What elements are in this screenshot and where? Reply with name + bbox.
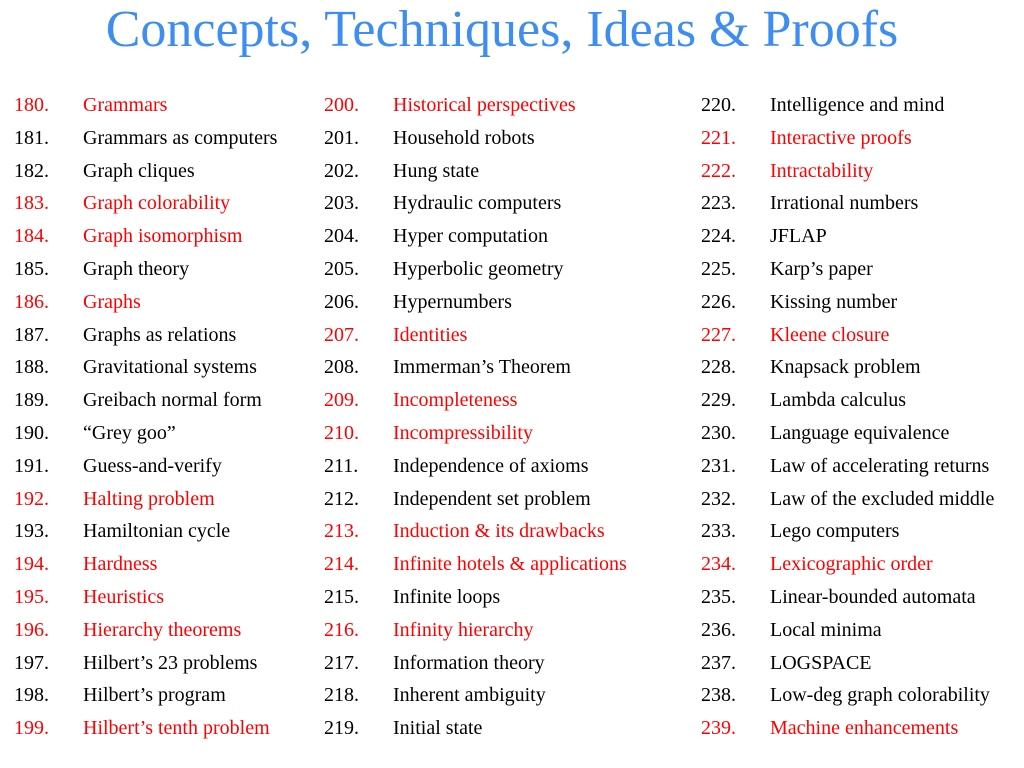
concept-item [14, 450, 277, 483]
concept-item [701, 122, 994, 155]
concept-item [14, 286, 277, 319]
concept-item [14, 548, 277, 581]
item-number: 219. [324, 717, 359, 740]
concept-item [701, 187, 994, 220]
item-number: 233. [701, 520, 736, 543]
concept-column-1 [14, 89, 277, 745]
concept-column-2 [324, 89, 627, 745]
concept-item [701, 220, 994, 253]
item-text: Machine enhancements [770, 717, 959, 740]
concept-item [324, 155, 627, 188]
item-text: Lexicographic order [770, 553, 933, 576]
item-number: 230. [701, 421, 736, 444]
item-number: 183. [14, 192, 49, 215]
concept-item [701, 286, 994, 319]
item-number: 195. [14, 585, 49, 608]
concept-item [701, 548, 994, 581]
concept-column-3 [701, 89, 994, 745]
item-text: Knapsack problem [770, 356, 921, 379]
item-text: Graph theory [83, 257, 190, 280]
concept-item [14, 647, 277, 680]
concept-item [14, 712, 277, 745]
item-number: 223. [701, 192, 736, 215]
item-number: 237. [701, 651, 736, 674]
concept-item [14, 614, 277, 647]
item-text: Linear-bounded automata [770, 585, 976, 608]
item-text: Intelligence and mind [770, 94, 945, 116]
concept-item [14, 417, 277, 450]
item-text: Language equivalence [770, 421, 950, 444]
item-text: Initial state [393, 717, 483, 740]
item-number: 202. [324, 159, 359, 182]
item-text: Hilbert’s 23 problems [83, 651, 258, 674]
item-number: 190. [14, 421, 49, 444]
concept-item [14, 253, 277, 286]
item-number: 229. [701, 389, 736, 412]
item-text: LOGSPACE [770, 651, 872, 674]
item-text: Irrational numbers [770, 192, 919, 215]
item-text: Identities [393, 323, 468, 346]
concept-item [324, 319, 627, 352]
item-text: Induction & its drawbacks [393, 520, 605, 543]
item-text: “Grey goo” [83, 421, 176, 444]
concept-item [324, 89, 627, 122]
item-number: 220. [701, 94, 736, 116]
concept-item [701, 450, 994, 483]
item-text: Greibach normal form [83, 389, 262, 412]
concept-item [14, 319, 277, 352]
concept-item [324, 647, 627, 680]
concept-item [14, 679, 277, 712]
concept-item [324, 286, 627, 319]
item-number: 181. [14, 126, 49, 149]
concept-item [324, 515, 627, 548]
concept-item [701, 351, 994, 384]
concept-item [14, 155, 277, 188]
item-number: 218. [324, 684, 359, 707]
concept-item [324, 679, 627, 712]
item-text: Hypernumbers [393, 290, 512, 313]
concept-item [324, 483, 627, 516]
item-number: 188. [14, 356, 49, 379]
item-number: 239. [701, 717, 736, 740]
item-text: Hilbert’s tenth problem [83, 717, 270, 740]
concept-item [324, 548, 627, 581]
item-number: 210. [324, 421, 359, 444]
item-text: Local minima [770, 618, 882, 641]
concept-item [324, 450, 627, 483]
item-text: Kleene closure [770, 323, 890, 346]
concept-item [701, 417, 994, 450]
item-text: Gravitational systems [83, 356, 257, 379]
item-text: Historical perspectives [393, 94, 576, 116]
item-text: Grammars as computers [83, 126, 278, 149]
item-text: Hamiltonian cycle [83, 520, 231, 543]
item-text: Grammars [83, 94, 168, 116]
concept-item [324, 220, 627, 253]
item-text: Inherent ambiguity [393, 684, 546, 707]
item-number: 227. [701, 323, 736, 346]
item-number: 224. [701, 225, 736, 248]
item-number: 238. [701, 684, 736, 707]
item-number: 206. [324, 290, 359, 313]
item-number: 221. [701, 126, 736, 149]
item-text: Lambda calculus [770, 389, 907, 412]
item-number: 208. [324, 356, 359, 379]
item-number: 204. [324, 225, 359, 248]
concept-item [324, 351, 627, 384]
concept-item [324, 417, 627, 450]
item-text: Immerman’s Theorem [393, 356, 571, 379]
concept-item [324, 187, 627, 220]
item-number: 199. [14, 717, 49, 740]
page-title: Concepts, Techniques, Ideas & Proofs [105, 1, 899, 58]
item-number: 234. [701, 553, 736, 576]
item-text: Incompleteness [393, 389, 518, 412]
concept-item [14, 187, 277, 220]
item-number: 226. [701, 290, 736, 313]
concept-item [324, 712, 627, 745]
item-text: Graphs as relations [83, 323, 237, 346]
concept-item [324, 122, 627, 155]
concept-item [701, 483, 994, 516]
item-text: Heuristics [83, 585, 165, 608]
item-number: 194. [14, 553, 49, 576]
item-text: Low-deg graph colorability [770, 684, 990, 707]
item-text: Graph cliques [83, 159, 195, 182]
item-number: 201. [324, 126, 359, 149]
item-number: 215. [324, 585, 359, 608]
concept-item [14, 122, 277, 155]
item-number: 184. [14, 225, 49, 248]
item-number: 187. [14, 323, 49, 346]
concept-item [324, 614, 627, 647]
item-number: 228. [701, 356, 736, 379]
item-number: 235. [701, 585, 736, 608]
item-number: 209. [324, 389, 359, 412]
concept-item [324, 384, 627, 417]
item-number: 189. [14, 389, 49, 412]
concept-item [14, 581, 277, 614]
item-text: Karp’s paper [770, 257, 873, 280]
item-number: 214. [324, 553, 359, 576]
item-text: Household robots [393, 126, 535, 149]
concept-item [701, 679, 994, 712]
item-number: 236. [701, 618, 736, 641]
item-text: Graph isomorphism [83, 225, 243, 248]
item-text: Guess-and-verify [83, 454, 222, 477]
concept-item [701, 89, 994, 122]
item-text: Hydraulic computers [393, 192, 562, 215]
concept-item [14, 483, 277, 516]
concept-item [701, 515, 994, 548]
item-number: 225. [701, 257, 736, 280]
item-number: 186. [14, 290, 49, 313]
item-text: Incompressibility [393, 421, 533, 444]
item-number: 207. [324, 323, 359, 346]
item-text: Intractability [770, 159, 874, 182]
item-number: 222. [701, 159, 736, 182]
concept-item [701, 319, 994, 352]
item-text: Halting problem [83, 487, 215, 510]
item-number: 180. [14, 94, 49, 116]
concept-item [14, 220, 277, 253]
item-text: Hardness [83, 553, 158, 576]
item-text: Information theory [393, 651, 545, 674]
item-text: Independent set problem [393, 487, 591, 510]
concept-item [14, 89, 277, 122]
item-text: Law of accelerating returns [770, 454, 990, 477]
item-text: Infinity hierarchy [393, 618, 534, 641]
item-number: 192. [14, 487, 49, 510]
concept-item [324, 581, 627, 614]
item-number: 196. [14, 618, 49, 641]
item-text: Lego computers [770, 520, 900, 543]
concept-item [701, 614, 994, 647]
concept-item [701, 712, 994, 745]
item-text: Graphs [83, 290, 141, 313]
item-number: 182. [14, 159, 49, 182]
item-number: 211. [324, 454, 359, 477]
item-number: 216. [324, 618, 359, 641]
item-number: 212. [324, 487, 359, 510]
item-text: JFLAP [770, 225, 827, 248]
item-text: Graph colorability [83, 192, 231, 215]
item-number: 213. [324, 520, 359, 543]
item-text: Infinite loops [393, 585, 501, 608]
item-number: 185. [14, 257, 49, 280]
item-text: Hung state [393, 159, 480, 182]
item-number: 193. [14, 520, 49, 543]
item-number: 217. [324, 651, 359, 674]
concept-item [14, 384, 277, 417]
item-text: Independence of axioms [393, 454, 589, 477]
item-number: 191. [14, 454, 49, 477]
concept-item [701, 647, 994, 680]
item-text: Infinite hotels & applications [393, 553, 627, 576]
item-number: 198. [14, 684, 49, 707]
concept-item [701, 384, 994, 417]
item-number: 231. [701, 454, 736, 477]
item-number: 200. [324, 94, 359, 116]
item-text: Hyperbolic geometry [393, 257, 564, 280]
item-number: 232. [701, 487, 736, 510]
concept-item [701, 155, 994, 188]
item-text: Hierarchy theorems [83, 618, 242, 641]
concept-item [14, 515, 277, 548]
item-text: Law of the excluded middle [770, 487, 995, 510]
item-text: Kissing number [770, 290, 898, 313]
item-text: Hilbert’s program [83, 684, 226, 707]
item-number: 205. [324, 257, 359, 280]
concept-item [701, 253, 994, 286]
concept-item [701, 581, 994, 614]
item-number: 203. [324, 192, 359, 215]
item-number: 197. [14, 651, 49, 674]
concept-item [14, 351, 277, 384]
item-text: Hyper computation [393, 225, 548, 248]
item-text: Interactive proofs [770, 126, 912, 149]
concept-item [324, 253, 627, 286]
